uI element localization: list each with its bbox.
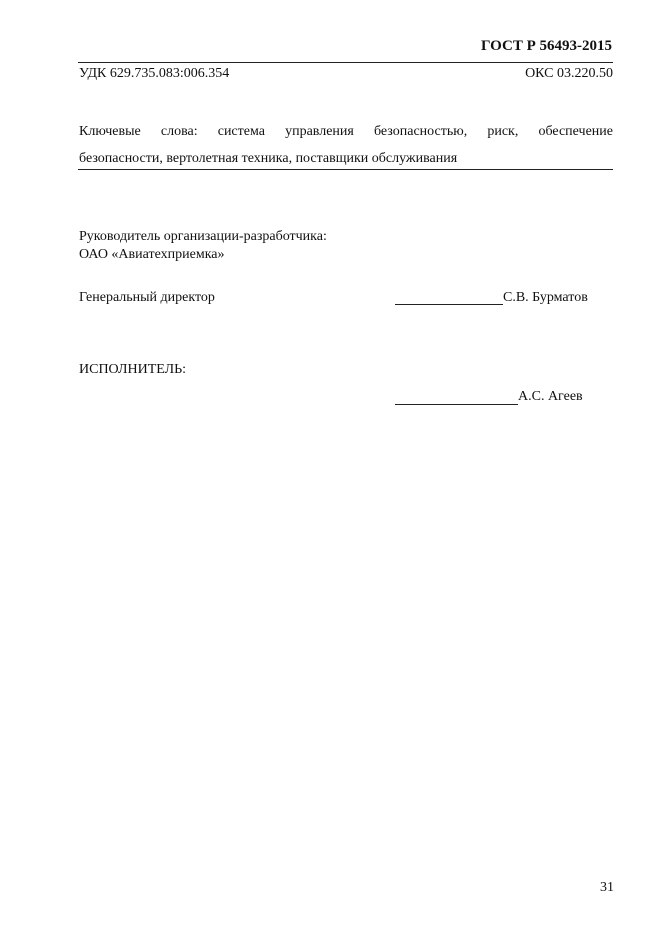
- keywords-rule: [78, 169, 613, 170]
- executor-label: ИСПОЛНИТЕЛЬ:: [79, 362, 187, 377]
- keywords-line-1: Ключевые слова: система управления безопасностью, риск, обеспечение: [79, 124, 613, 139]
- developer-position: Генеральный директор: [79, 290, 215, 305]
- document-code: ГОСТ Р 56493-2015: [480, 38, 612, 54]
- keywords-line-2: безопасности, вертолетная техника, поставщики обслуживания: [79, 151, 458, 166]
- executor-name: А.С. Агеев: [518, 389, 583, 404]
- director-name: С.В. Бурматов: [503, 290, 588, 305]
- keywords-paragraph: [79, 118, 613, 172]
- signature-line-director: [395, 304, 503, 305]
- oks-code: ОКС 03.220.50: [525, 66, 613, 81]
- header-rule: [78, 62, 613, 63]
- page-number: 31: [600, 880, 614, 895]
- udk-code: УДК 629.735.083:006.354: [79, 66, 230, 81]
- developer-head-label: Руководитель организации-разработчика:: [79, 229, 327, 244]
- signature-line-executor: [395, 404, 518, 405]
- developer-org-name: ОАО «Авиатехприемка»: [79, 247, 225, 262]
